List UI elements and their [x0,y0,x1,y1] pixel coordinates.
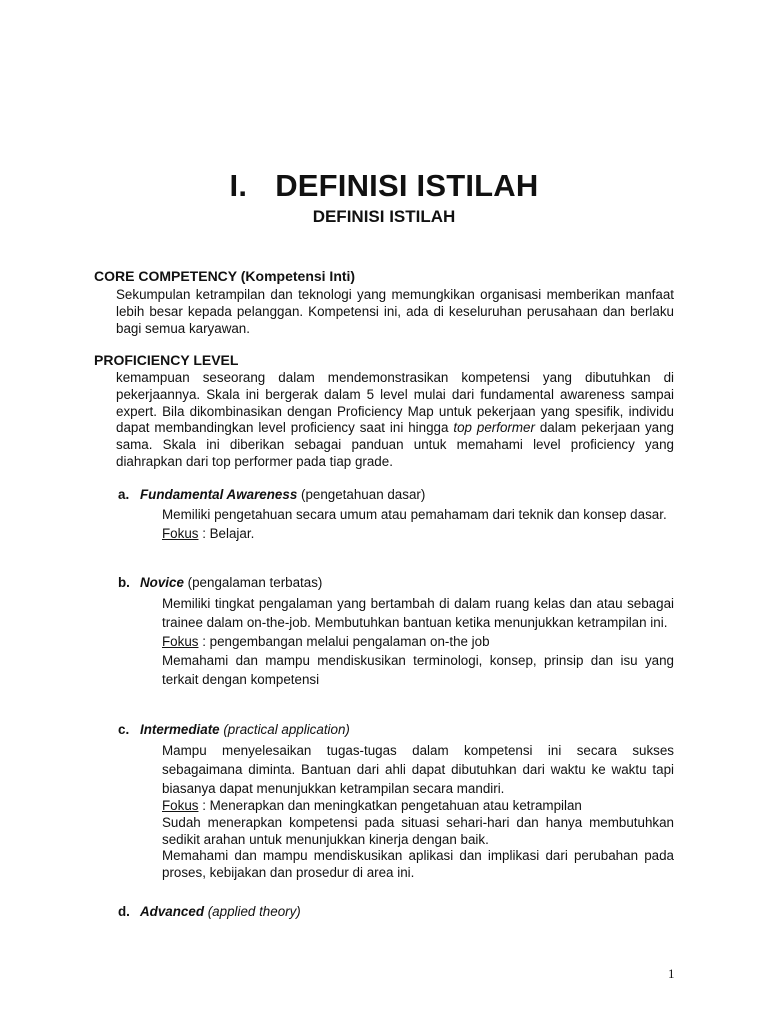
level-b-fokus-text: : pengembangan melalui pengalaman on-the job [198,634,490,649]
level-c-extra-1: Sudah menerapkan kompetensi pada situasi sehari-hari dan hanya membutuhkan sedikit arahan untuk menunjukkan kinerja dengan baik. [162,814,674,847]
level-b-letter: b. [118,575,130,590]
proficiency-level-text [116,370,674,471]
level-c-description: Mampu menyelesaikan tugas-tugas dalam kompetensi ini secara sukses sebagaimana diminta. Bantuan dari ahli dapat dibutuhkan dari waktu ke waktu tapi biasanya dapat menunjukkan ketrampilan secara mandiri. [162,743,674,796]
level-b-body [162,594,674,689]
level-d-letter: d. [118,904,130,919]
level-c-extra-2: Memahami dan mampu mendiskusikan aplikasi dan implikasi dari perubahan pada proses, kebijakan dan prosedur di area ini. [162,848,674,881]
level-c-fokus-text: : Menerapkan dan meningkatkan pengetahuan atau ketrampilan [198,798,582,813]
level-a-letter: a. [118,487,130,502]
level-c-fokus [162,798,674,815]
level-d-paren: (applied theory) [204,904,301,919]
level-a-fokus-label: Fokus [162,526,199,541]
level-a-fokus [162,524,674,543]
core-competency-heading: CORE COMPETENCY (Kompetensi Inti) [94,268,356,284]
level-a-paren: (pengetahuan dasar) [297,487,426,502]
level-d-term: Advanced [140,904,204,919]
level-b-description: Memiliki tingkat pengalaman yang bertambah di dalam ruang kelas dan atau sebagai trainee dalam on-the-job. Membutuhkan bantuan ketika menunjukkan ketrampilan ini. [162,596,674,630]
chapter-number: I. [229,168,248,203]
level-b-paren: (pengalaman terbatas) [183,575,323,590]
level-b-extra-1: Memahami dan mampu mendiskusikan terminologi, konsep, prinsip dan isu yang terkait dengan kompetensi [162,653,674,687]
level-a-heading [118,487,425,502]
level-c-fokus-label: Fokus [162,798,199,813]
chapter-title-text: DEFINISI ISTILAH [275,168,539,203]
proficiency-text-part1: kemampuan seseorang dalam mendemonstrasikan kompetensi yang dibutuhkan di pekerjaannya. Skala ini bergerak dalam 5 level mulai dari fundamental awareness sampai expert. Bila dikombinasikan dengan Proficiency Map untuk pekerjaan yang spesifik, individu dapat membandingkan level proficiency saat ini hingga [116,370,674,436]
level-b-heading [118,575,322,590]
proficiency-text-part2: dalam pekerjaan yang sama. Skala ini diberikan sebagai panduan untuk memahami level proficiency yang diahrapkan dari top performer pada tiap grade. [116,420,674,469]
level-c-letter: c. [118,722,130,737]
level-c-paren: (practical application) [219,722,350,737]
level-b-fokus [162,632,674,651]
page-subtitle: DEFINISI ISTILAH [312,207,456,226]
page-number: 1 [668,966,675,981]
level-a-body [162,505,674,543]
level-c-body [162,741,674,882]
level-c-heading [118,722,350,737]
level-b-term: Novice [140,575,184,590]
core-competency-text: Sekumpulan ketrampilan dan teknologi yang memungkikan organisasi memberikan manfaat lebih besar kepada pelanggan. Kompetensi ini, ada di keseluruhan perusahaan dan berlaku bagi semua karyawan. [116,287,674,336]
level-d-heading [118,904,301,919]
level-a-term: Fundamental Awareness [140,487,298,502]
level-a-description: Memiliki pengetahuan secara umum atau pemahamam dari teknik dan konsep dasar. [162,507,667,522]
level-a-fokus-text: : Belajar. [198,526,255,541]
level-b-fokus-label: Fokus [162,634,199,649]
level-c-term: Intermediate [140,722,220,737]
proficiency-text-italic: top performer [453,420,535,436]
chapter-title [0,168,768,204]
proficiency-level-heading: PROFICIENCY LEVEL [94,352,239,368]
